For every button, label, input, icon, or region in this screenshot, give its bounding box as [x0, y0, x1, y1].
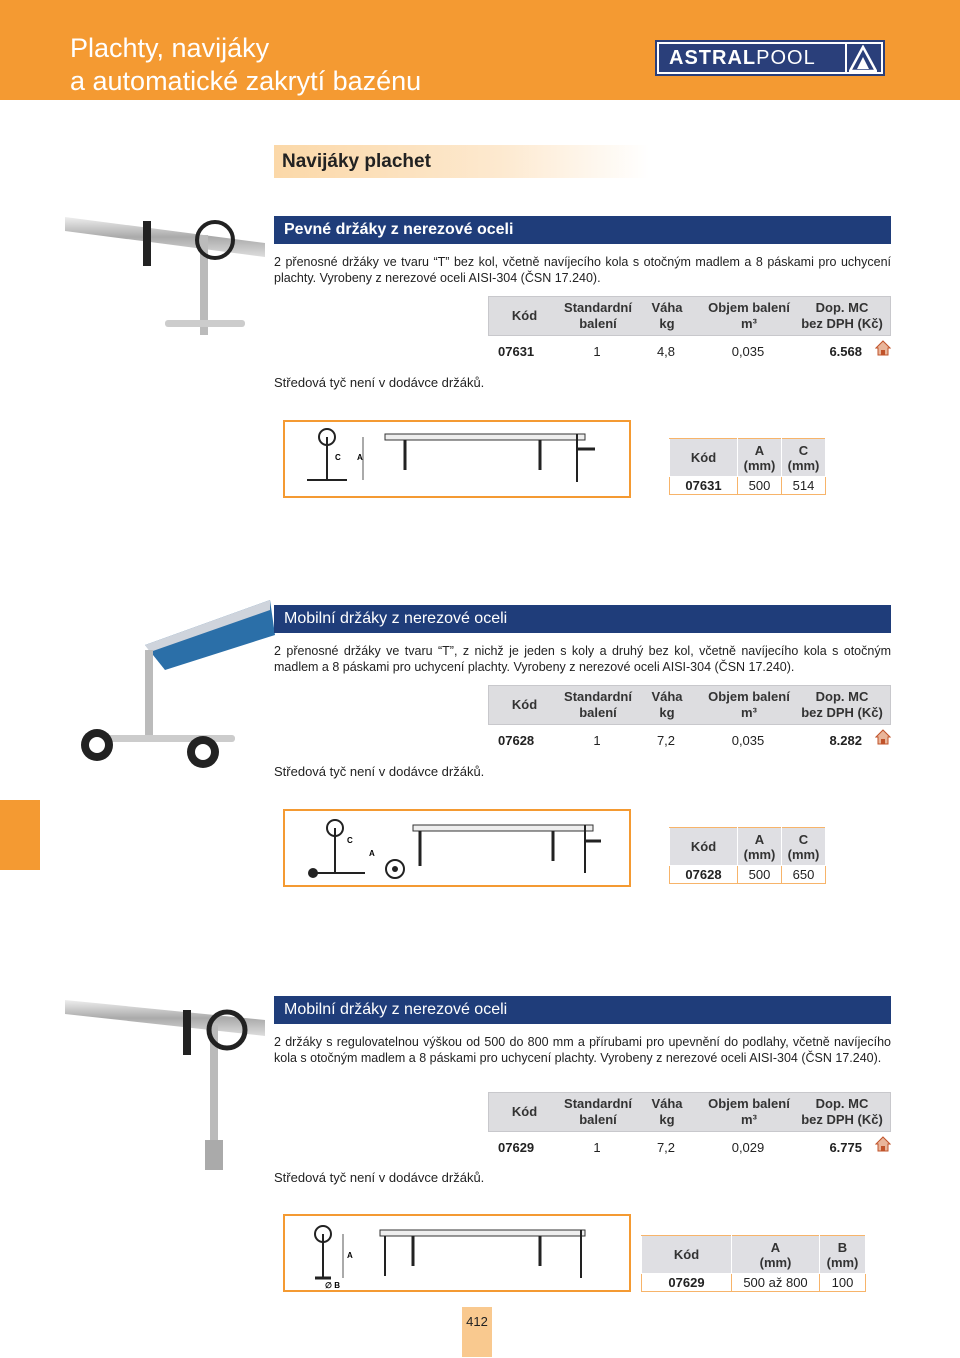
side-tab-marker: [0, 800, 40, 870]
spec-table-header-adjustable: Kód Standardní balení Váha kg Objem balení m³ Dop. MC bez DPH (Kč): [488, 1092, 891, 1132]
spec-obj: 0,035: [731, 344, 765, 359]
col-dop: Dop. MC bez DPH (Kč): [801, 300, 883, 331]
spec-row-fixed: [488, 342, 891, 362]
page-header: [0, 0, 960, 100]
logo-text-bold: ASTRAL: [669, 46, 757, 69]
product-title-adjustable: Mobilní držáky z nerezové oceli: [274, 996, 891, 1024]
house-icon: [875, 340, 891, 356]
col-std: Standardní balení: [564, 300, 632, 331]
col-kod: Kód: [511, 308, 538, 323]
spec-row-adjustable: 07629 1 7,2 0,029 6.775: [488, 1138, 891, 1158]
house-icon: [875, 1136, 891, 1152]
technical-drawing-mobile: [285, 811, 629, 885]
spec-std: 1: [593, 344, 601, 359]
dim-head-a: A (mm): [738, 439, 782, 477]
product-photo-mobile-holder: [75, 600, 275, 780]
dimension-table-fixed: [669, 438, 826, 495]
section-title: Navijáky plachet: [274, 145, 649, 178]
page-title-line1: Plachty, navijáky: [70, 33, 270, 63]
house-icon: [875, 729, 891, 745]
spec-table-header-mobile: Kód Standardní balení Váha kg Objem balení m³ Dop. MC bez DPH (Kč): [488, 685, 891, 725]
product-photo-fixed-holder: [65, 195, 265, 355]
col-vaha: Váha kg: [651, 300, 683, 331]
diagram-mobile: [283, 809, 631, 887]
col-obj: Objem balení m³: [708, 300, 790, 331]
svg-text:A: A: [347, 1251, 353, 1260]
svg-text:A: A: [369, 849, 375, 858]
diagram-label-a: A: [357, 453, 363, 462]
product-description-adjustable: 2 držáky s regulovatelnou výškou od 500 do 800 mm a přírubami pro upevnění do podlahy, včetně navíjecího kola s otočným madlem a 8 páskami pro uchycení plachty. Vyrobeny z nerezové oceli AISI-304 (ČSN 17.240).: [274, 1035, 891, 1065]
spec-table-header-fixed: [488, 296, 891, 336]
dimension-table-mobile: Kód A (mm) C (mm) 07628 500 650: [669, 827, 826, 884]
spec-kod: 07631: [498, 344, 535, 359]
diagram-adjustable: [283, 1214, 631, 1292]
note-adjustable: Středová tyč není v dodávce držáků.: [274, 1170, 485, 1185]
product-title-mobile: Mobilní držáky z nerezové oceli: [274, 605, 891, 633]
logo-triangle-icon: [847, 44, 881, 72]
spec-vaha: 4,8: [656, 344, 676, 359]
dim-kod: 07631: [670, 477, 738, 495]
svg-text:C: C: [347, 836, 353, 845]
dim-head-c: C (mm): [782, 439, 826, 477]
technical-drawing-fixed: [285, 422, 629, 496]
product-photo-adjustable-holder: [65, 990, 265, 1180]
page-number: 412: [462, 1307, 492, 1357]
dim-value-c: 514: [782, 477, 826, 495]
dim-head-kod: Kód: [670, 439, 738, 477]
product-description-fixed: 2 přenosné držáky ve tvaru “T” bez kol, včetně navíjecího kola s otočným madlem a 8 páskami pro uchycení plachty. Vyrobeny z nerezové oceli AISI-304 (ČSN 17.240).: [274, 255, 891, 285]
logo-text-light: POOL: [756, 46, 816, 69]
page-title: [70, 32, 421, 98]
diagram-fixed: [283, 420, 631, 498]
note-fixed: Středová tyč není v dodávce držáků.: [274, 375, 485, 390]
spec-row-mobile: 07628 1 7,2 0,035 8.282: [488, 731, 891, 751]
dim-value-a: 500: [738, 477, 782, 495]
diagram-label-c: C: [335, 453, 341, 462]
note-mobile: Středová tyč není v dodávce držáků.: [274, 764, 485, 779]
technical-drawing-adjustable: [285, 1216, 629, 1290]
svg-text:∅ B: ∅ B: [325, 1281, 340, 1290]
astralpool-logo: [655, 40, 885, 76]
spec-price: 6.568: [829, 344, 862, 359]
dimension-table-adjustable: Kód A (mm) B (mm) 07629 500 až 800 100: [641, 1235, 866, 1292]
product-title-fixed: Pevné držáky z nerezové oceli: [274, 216, 891, 244]
page-title-line2: a automatické zakrytí bazénu: [70, 66, 422, 96]
product-description-mobile: 2 přenosné držáky ve tvaru “T”, z nichž je jeden s koly a druhý bez kol, včetně navíjecího kola s otočným madlem a 8 páskami pro uchycení plachty. Vyrobeny z nerezové oceli AISI-304 (ČSN 17.240).: [274, 644, 891, 674]
